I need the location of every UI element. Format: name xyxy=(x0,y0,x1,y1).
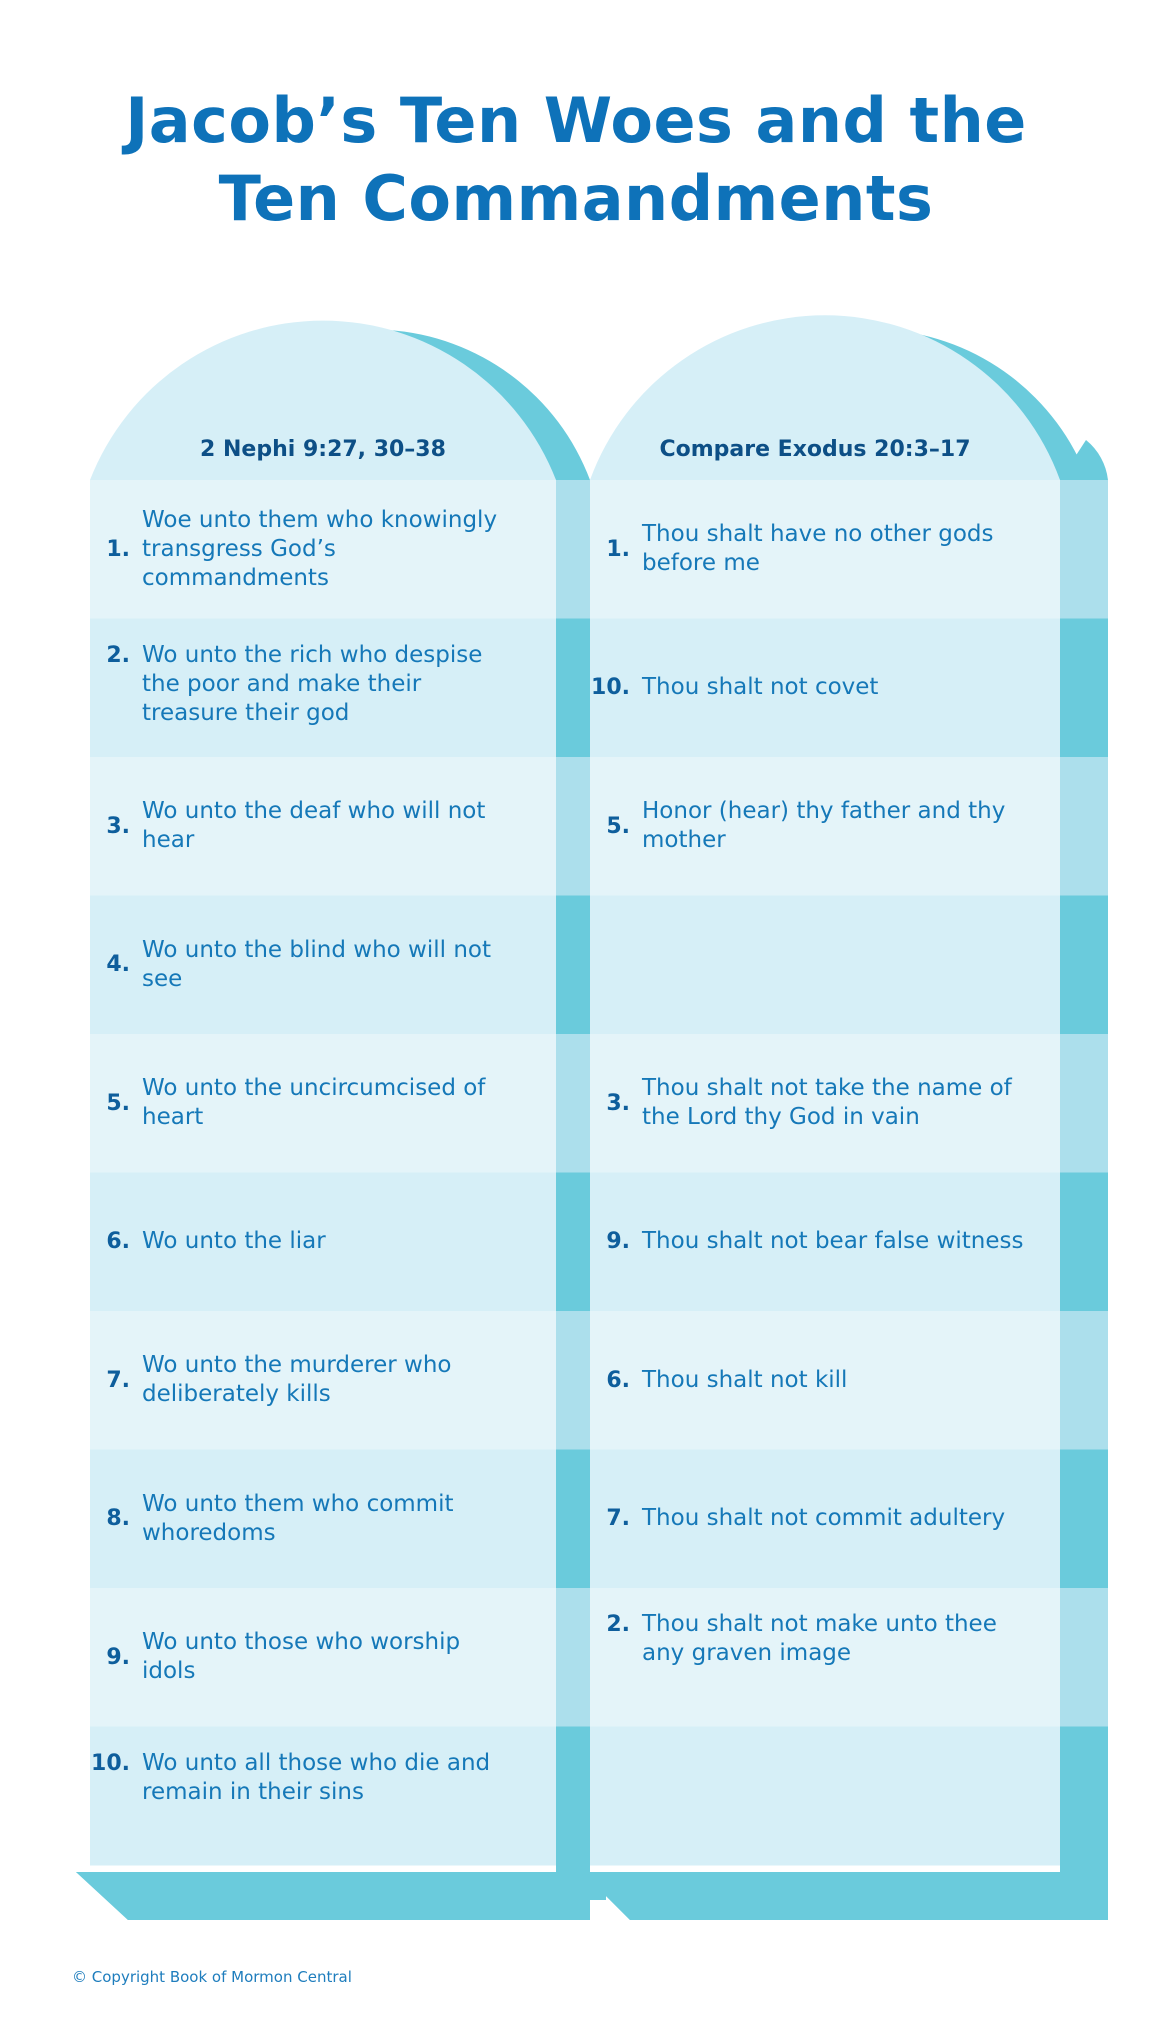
tablet-side-band xyxy=(1060,1034,1108,1173)
item-number: 6. xyxy=(106,1229,130,1255)
item-text: Honor (hear) thy father and thy mother xyxy=(642,798,1006,854)
title-line-2: Ten Commandments xyxy=(218,162,934,235)
item-text: Wo unto the rich who despise the poor and make their treasure their god xyxy=(142,641,483,726)
right-tablet-item xyxy=(590,1727,1030,1866)
item-text: Thou shalt not bear false witness xyxy=(642,1228,1024,1255)
title-line-1: Jacob’s Ten Woes and the xyxy=(125,84,1027,157)
item-number: 4. xyxy=(106,952,130,978)
tablet-side-band xyxy=(556,619,590,758)
left-tablet-base xyxy=(76,1872,606,1920)
tablet-side-band xyxy=(556,480,590,619)
item-number: 2. xyxy=(606,1612,630,1637)
item-number: 7. xyxy=(606,1506,630,1532)
item-text: Wo unto the blind who will not see xyxy=(142,936,491,992)
tablet-side-band xyxy=(556,896,590,1035)
item-number: 2. xyxy=(106,642,130,668)
left-tablet-item xyxy=(90,480,510,619)
tablet-side-band xyxy=(1060,1450,1108,1589)
item-number: 10. xyxy=(91,1750,130,1776)
tablet-side-band xyxy=(556,1450,590,1589)
tablet-side-band xyxy=(1060,480,1108,619)
left-tablet-item xyxy=(90,1749,510,1866)
left-tablet-item xyxy=(90,1588,510,1727)
item-number: 7. xyxy=(106,1367,130,1393)
item-number: 5. xyxy=(606,813,630,839)
right-tablet-item xyxy=(590,1450,1030,1589)
tablet-side-band xyxy=(556,1173,590,1312)
right-tablet-item xyxy=(590,757,1030,896)
item-text: Wo unto the murderer who deliberately kills xyxy=(142,1352,452,1408)
right-tablet-base xyxy=(606,1872,1108,1920)
tablet-side-band xyxy=(1060,896,1108,1035)
item-text: Thou shalt have no other gods before me xyxy=(642,521,994,577)
item-text: Wo unto the uncircumcised of heart xyxy=(142,1075,486,1131)
right-tablet-item xyxy=(590,896,1030,1035)
item-number: 9. xyxy=(606,1229,630,1255)
right-column-header: Compare Exodus 20:3–17 xyxy=(659,437,971,462)
item-number: 6. xyxy=(606,1367,630,1393)
right-tablet-item xyxy=(590,1311,1030,1450)
left-tablet-item xyxy=(90,1450,510,1589)
tablet-side-band xyxy=(1060,1727,1108,1866)
left-tablet-item xyxy=(90,1173,510,1312)
tablet-side-band xyxy=(556,1727,590,1866)
left-column-header: 2 Nephi 9:27, 30–38 xyxy=(200,437,446,462)
tablet-side-band xyxy=(1060,1173,1108,1312)
item-text: Wo unto the deaf who will not hear xyxy=(142,798,486,854)
tablet-side-band xyxy=(556,1311,590,1450)
item-text: Woe unto them who knowingly transgress God’s commandments xyxy=(142,506,498,591)
left-tablet-item xyxy=(90,757,510,896)
tablet-side-band xyxy=(1060,1588,1108,1727)
item-number: 9. xyxy=(106,1644,130,1670)
tablet-side-band xyxy=(556,1034,590,1173)
right-tablet-item xyxy=(590,1173,1030,1312)
item-text: Wo unto the liar xyxy=(142,1228,326,1255)
right-tablet-item xyxy=(590,619,1030,758)
right-tablet-item xyxy=(590,480,1030,619)
left-tablet-item xyxy=(90,641,510,758)
tablet-side-band xyxy=(1060,757,1108,896)
item-text: Wo unto them who commit whoredoms xyxy=(142,1490,454,1546)
tablet-side-band xyxy=(1060,619,1108,758)
tablet-side-band xyxy=(1060,1311,1108,1450)
tablet-side-band xyxy=(556,757,590,896)
item-text: Thou shalt not commit adultery xyxy=(642,1505,1006,1532)
item-number: 8. xyxy=(106,1506,130,1532)
right-tablet-item xyxy=(590,1610,1030,1727)
item-text: Thou shalt not kill xyxy=(642,1366,848,1393)
left-tablet-item xyxy=(90,896,510,1035)
left-tablet-item xyxy=(90,1311,510,1450)
item-number: 3. xyxy=(606,1090,630,1116)
item-text: Thou shalt not make unto thee any graven image xyxy=(642,1611,997,1666)
item-number: 1. xyxy=(606,536,630,562)
item-number: 3. xyxy=(106,813,130,839)
item-text: Wo unto those who worship idols xyxy=(142,1629,461,1685)
item-number: 5. xyxy=(106,1090,130,1116)
item-text: Thou shalt not covet xyxy=(642,674,879,701)
item-number: 1. xyxy=(106,536,130,562)
tablet-side-band xyxy=(556,1588,590,1727)
item-text: Thou shalt not take the name of the Lord thy God in vain xyxy=(642,1075,1012,1131)
item-number: 10. xyxy=(591,675,630,701)
right-tablet-item xyxy=(590,1034,1030,1173)
item-text: Wo unto all those who die and remain in their sins xyxy=(142,1749,491,1805)
copyright-footer: © Copyright Book of Mormon Central xyxy=(72,1968,352,1986)
left-tablet-item xyxy=(90,1034,510,1173)
tablet-gap xyxy=(590,1900,606,1930)
page-title xyxy=(0,82,1152,238)
